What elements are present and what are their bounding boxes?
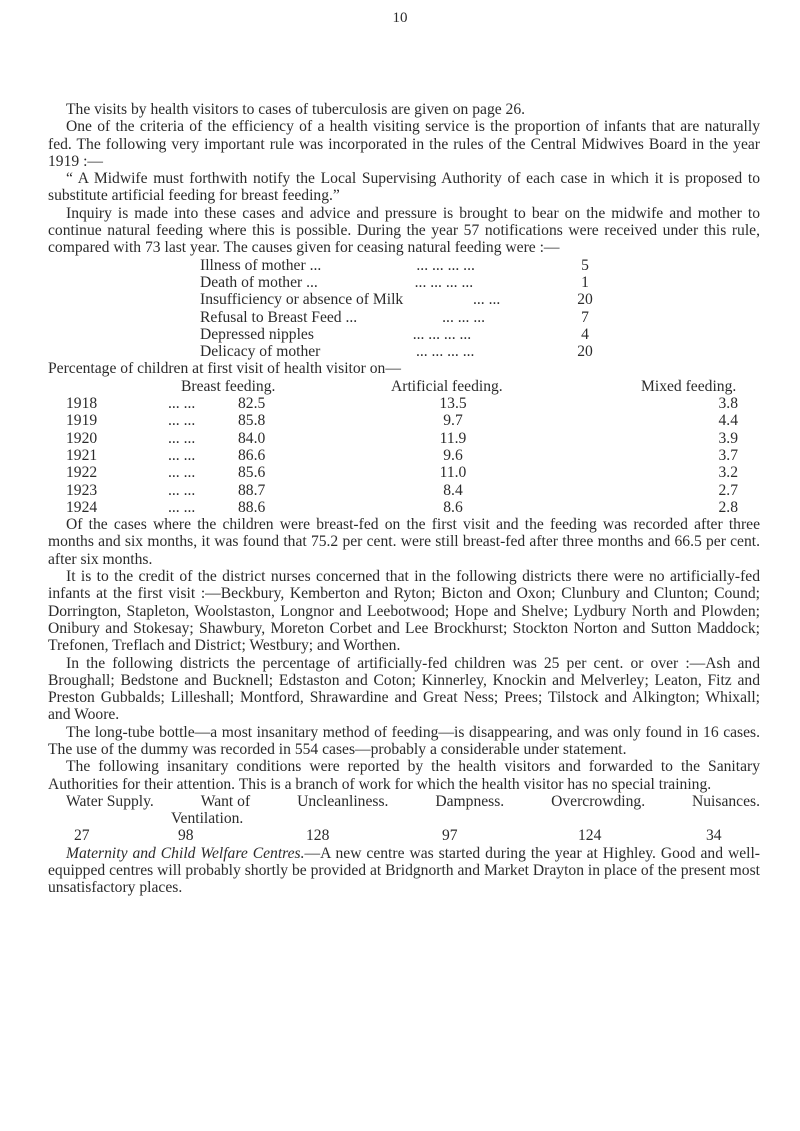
list-item: Refusal to Breast Feed ... ... ... ... 7: [200, 308, 589, 326]
causes-list: [200, 257, 600, 361]
header-overcrowding: Overcrowding.: [551, 792, 646, 810]
paragraph-credit-districts: It is to the credit of the district nurses concerned that in the following districts there were no artificially-fed infants at the first visit :—Beckbury, Kemberton and Ryton; Bicton and Oxon; Clunbury and Clunton; Cound; Dorrington, Stapleton, Woolstaston, Longnor and Leebotwood; Hope and Shelve; Lydbury North and Plowden; Onibury and Stokesay; Shawbury, Moreton Corbet and Lee Brockhurst; Stockton Norton and Sutton Maddock; Trefonen, Treflach and District; Westbury; and Worthen.: [48, 568, 760, 655]
section-heading: Maternity and Child Welfare Centres.: [66, 844, 305, 862]
header-water-supply: Water Supply.: [66, 792, 154, 810]
feeding-table: [48, 378, 760, 516]
list-item: Death of mother ... ... ... ... ... 1: [200, 273, 589, 291]
table-header: [48, 793, 760, 810]
page-number: 10: [392, 10, 408, 26]
header-dampness: Dampness.: [435, 792, 505, 810]
table-row: 1921 ... ... 86.6 9.6 3.7: [66, 446, 738, 464]
table-row: 1924 ... ... 88.6 8.6 2.8: [66, 498, 738, 516]
list-item: Delicacy of mother ... ... ... ... 20: [200, 343, 593, 361]
list-item: Depressed nipples ... ... ... ... 4: [200, 325, 589, 343]
leader-dots: ... ... ...: [442, 308, 486, 326]
paragraph-criteria: One of the criteria of the efficiency of a health visiting service is the proportion of infants that are naturally fed. The following very important rule was incorporated in the rules of the Central Midwives Board in the year 1919 :—: [48, 118, 760, 170]
paragraph-midwife-rule: “ A Midwife must forthwith notify the Local Supervising Authority of each case in which it is proposed to substitute artificial feeding for breast feeding.”: [48, 170, 760, 205]
table-row: 1918 ... ... 82.5 13.5 3.8: [66, 395, 738, 413]
body-text: [48, 101, 760, 897]
table-row: 1919 ... ... 85.8 9.7 4.4: [66, 412, 738, 430]
table-header: [181, 378, 760, 395]
table-row: 27 98 128 97 124 34: [74, 827, 722, 845]
paragraph-long-tube-bottle: The long-tube bottle—a most insanitary method of feeding—is disappearing, and was only found in 16 cases. The use of the dummy was recorded in 554 cases—probably a considerable under statement.: [48, 723, 760, 758]
header-artificial: Artificial feeding.: [391, 377, 503, 395]
sanitary-table: [48, 793, 760, 845]
leader-dots: ... ... ... ...: [412, 325, 472, 343]
leader-dots: ... ... ... ...: [414, 273, 474, 291]
leader-dots: ... ... ... ...: [415, 343, 475, 361]
list-item: Insufficiency or absence of Milk ... ... 20: [200, 291, 593, 309]
paragraph-insanitary-conditions: The following insanitary conditions were reported by the health visitors and forwarded to the Sanitary Authorities for their attention. This is a branch of work for which the health visitor has no special training.: [48, 758, 760, 793]
paragraph-breastfed-results: Of the cases where the children were breast-fed on the first visit and the feeding was recorded after three months and six months, it was found that 75.2 per cent. were still breast-fed after three months and 66.5 per cent. after six months.: [48, 516, 760, 568]
paragraph-artificial-districts: In the following districts the percentage of artificially-fed children was 25 per cent. or over :—Ash and Broughall; Bedstone and Bucknell; Edstaston and Coton; Kinnerley, Knockin and Melverley; Leaton, Fitz and Preston Gubbalds; Lilleshall; Montford, Shrawardine and Great Ness; Prees; Tilstock and Alkington; Whixall; and Woore.: [48, 654, 760, 724]
header-nuisances: Nuisances.: [692, 792, 760, 810]
paragraph-inquiry: Inquiry is made into these cases and advice and pressure is brought to bear on the midwife and mother to continue natural feeding where this is possible. During the year 57 notifications were received under this rule, compared with 73 last year. The causes given for ceasing natural feeding were :—: [48, 204, 760, 257]
paragraph-tuberculosis-visits: The visits by health visitors to cases of tuberculosis are given on page 26.: [66, 101, 526, 118]
table-row: 1922 ... ... 85.6 11.0 3.2: [66, 464, 738, 482]
header-breast: Breast feeding.: [181, 377, 276, 395]
leader-dots: ... ...: [472, 291, 501, 309]
paragraph-welfare-centres: Maternity and Child Welfare Centres.—A new centre was started during the year at Highley. Good and well-equipped centres will probably shortly be provided at Bridgnorth and Market Drayton in place of the present most unsatisfactory places.: [48, 844, 760, 897]
percentage-intro: Percentage of children at first visit of health visitor on—: [48, 360, 401, 378]
header-ventilation-line: Ventilation.: [171, 810, 244, 828]
table-row: 1923 ... ... 88.7 8.4 2.7: [66, 481, 738, 499]
list-item: Illness of mother ... ... ... ... ... 5: [200, 256, 589, 274]
table-row: 1920 ... ... 84.0 11.9 3.9: [66, 429, 738, 447]
leader-dots: ... ... ... ...: [416, 256, 475, 274]
header-uncleanliness: Uncleanliness.: [297, 792, 389, 810]
header-mixed: Mixed feeding.: [641, 377, 737, 395]
header-want-of-ventilation: Want of: [200, 792, 251, 810]
